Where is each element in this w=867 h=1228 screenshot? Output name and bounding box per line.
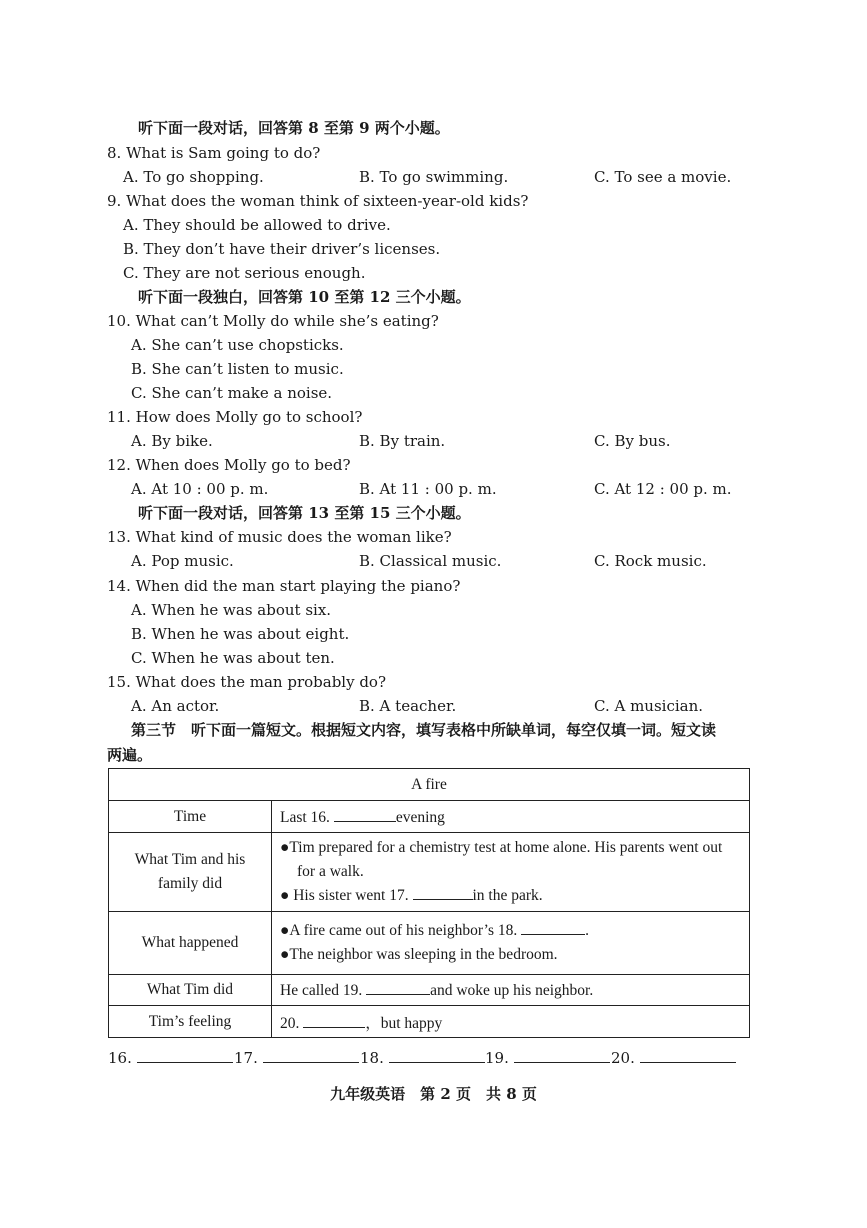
question-15-option-a: A. An actor. <box>131 697 220 715</box>
row-value-family <box>272 833 750 912</box>
question-13-option-b: B. Classical music. <box>359 552 502 570</box>
question-8-stem: 8. What is Sam going to do? <box>107 144 321 162</box>
blank-18[interactable] <box>521 920 585 935</box>
dialogue-1-instruction: 听下面一段对话，回答第 8 至第 9 两个小题。 <box>138 119 450 137</box>
happened-bullet-2: ●The neighbor was sleeping in the bedroom. <box>280 946 558 963</box>
question-15-option-c: C. A musician. <box>594 697 704 715</box>
answer-19-field[interactable] <box>514 1048 610 1063</box>
question-14-stem: 14. When did the man start playing the piano? <box>107 577 461 595</box>
blank-19[interactable] <box>366 980 430 995</box>
blank-17-suffix: in the park. <box>472 887 543 904</box>
row-value-time <box>272 801 750 833</box>
blank-19-prefix: He called 19. <box>280 982 363 999</box>
fire-table <box>108 768 750 1038</box>
question-14-option-a: A. When he was about six. <box>131 601 332 619</box>
part-3-instruction-cont: 两遍。 <box>107 746 153 764</box>
family-bullet-1: ●Tim prepared for a chemistry test at home alone. His parents went out for a walk. <box>280 839 723 880</box>
question-13-stem: 13. What kind of music does the woman like? <box>107 528 452 546</box>
blank-17[interactable] <box>413 885 473 900</box>
answer-16-field[interactable] <box>137 1048 233 1063</box>
question-14-option-c: C. When he was about ten. <box>131 649 335 667</box>
row-label-family <box>109 833 272 912</box>
dialogue-2-instruction: 听下面一段对话，回答第 13 至第 15 三个小题。 <box>138 504 471 522</box>
question-8-option-b: B. To go swimming. <box>359 168 509 186</box>
answer-19-label: 19. <box>485 1049 509 1067</box>
answer-line-20 <box>611 1048 736 1068</box>
answer-line-17 <box>234 1048 359 1068</box>
question-9-stem: 9. What does the woman think of sixteen-year-old kids? <box>107 192 529 210</box>
question-13-option-c: C. Rock music. <box>594 552 707 570</box>
question-8-option-c: C. To see a movie. <box>594 168 732 186</box>
question-12-option-a: A. At 10 : 00 p. m. <box>131 480 269 498</box>
question-12-option-c: C. At 12 : 00 p. m. <box>594 480 732 498</box>
question-10-option-b: B. She can’t listen to music. <box>131 360 344 378</box>
answer-17-field[interactable] <box>263 1048 359 1063</box>
answer-line-18 <box>360 1048 485 1068</box>
blank-16-suffix: evening <box>395 808 445 826</box>
blank-16[interactable] <box>334 807 396 822</box>
row-value-did <box>272 975 750 1006</box>
question-10-stem: 10. What can’t Molly do while she’s eating? <box>107 312 439 330</box>
blank-17-prefix: ● His sister went 17. <box>280 887 409 904</box>
row-label-family-text: What Tim and his family did <box>134 851 246 892</box>
question-14-option-b: B. When he was about eight. <box>131 625 350 643</box>
answer-18-label: 18. <box>360 1049 384 1067</box>
question-9-option-b: B. They don’t have their driver’s licenses. <box>123 240 441 258</box>
page-footer: 九年级英语 第 2 页 共 8 页 <box>330 1085 537 1103</box>
row-label-feeling: Tim’s feeling <box>109 1006 272 1038</box>
question-8-option-a: A. To go shopping. <box>123 168 264 186</box>
monologue-instruction: 听下面一段独白，回答第 10 至第 12 三个小题。 <box>138 288 471 306</box>
blank-16-prefix: Last 16. <box>280 808 330 826</box>
question-15-option-b: B. A teacher. <box>359 697 457 715</box>
blank-18-prefix: ●A fire came out of his neighbor’s 18. <box>280 922 518 939</box>
question-11-stem: 11. How does Molly go to school? <box>107 408 363 426</box>
question-15-stem: 15. What does the man probably do? <box>107 673 387 691</box>
answer-18-field[interactable] <box>389 1048 485 1063</box>
answer-16-label: 16. <box>108 1049 132 1067</box>
row-value-happened <box>272 912 750 975</box>
question-13-option-a: A. Pop music. <box>131 552 234 570</box>
question-11-option-c: C. By bus. <box>594 432 671 450</box>
answer-line-19 <box>485 1048 610 1068</box>
answer-line-16 <box>108 1048 233 1068</box>
question-10-option-a: A. She can’t use chopsticks. <box>131 336 344 354</box>
answer-20-label: 20. <box>611 1049 635 1067</box>
question-11-option-b: B. By train. <box>359 432 446 450</box>
question-10-option-c: C. She can’t make a noise. <box>131 384 333 402</box>
row-value-feeling <box>272 1006 750 1038</box>
question-9-option-a: A. They should be allowed to drive. <box>123 216 391 234</box>
question-9-option-c: C. They are not serious enough. <box>123 264 366 282</box>
question-12-option-b: B. At 11 : 00 p. m. <box>359 480 497 498</box>
blank-20-suffix: ，but happy <box>365 1014 443 1032</box>
question-12-stem: 12. When does Molly go to bed? <box>107 456 351 474</box>
answer-20-field[interactable] <box>640 1048 736 1063</box>
blank-20-prefix: 20. <box>280 1014 300 1032</box>
blank-20[interactable] <box>303 1013 365 1028</box>
happened-bullet-1 <box>280 919 741 943</box>
family-bullet-2 <box>280 884 741 908</box>
answer-17-label: 17. <box>234 1049 258 1067</box>
row-label-time: Time <box>109 801 272 833</box>
table-title: A fire <box>109 769 750 801</box>
part-3-instruction: 第三节 听下面一篇短文。根据短文内容，填写表格中所缺单词，每空仅填一词。短文读 <box>131 721 717 739</box>
blank-18-suffix: . <box>585 922 589 939</box>
blank-19-suffix: and woke up his neighbor. <box>430 982 594 999</box>
question-11-option-a: A. By bike. <box>131 432 213 450</box>
row-label-happened: What happened <box>109 912 272 975</box>
row-label-did: What Tim did <box>109 975 272 1006</box>
